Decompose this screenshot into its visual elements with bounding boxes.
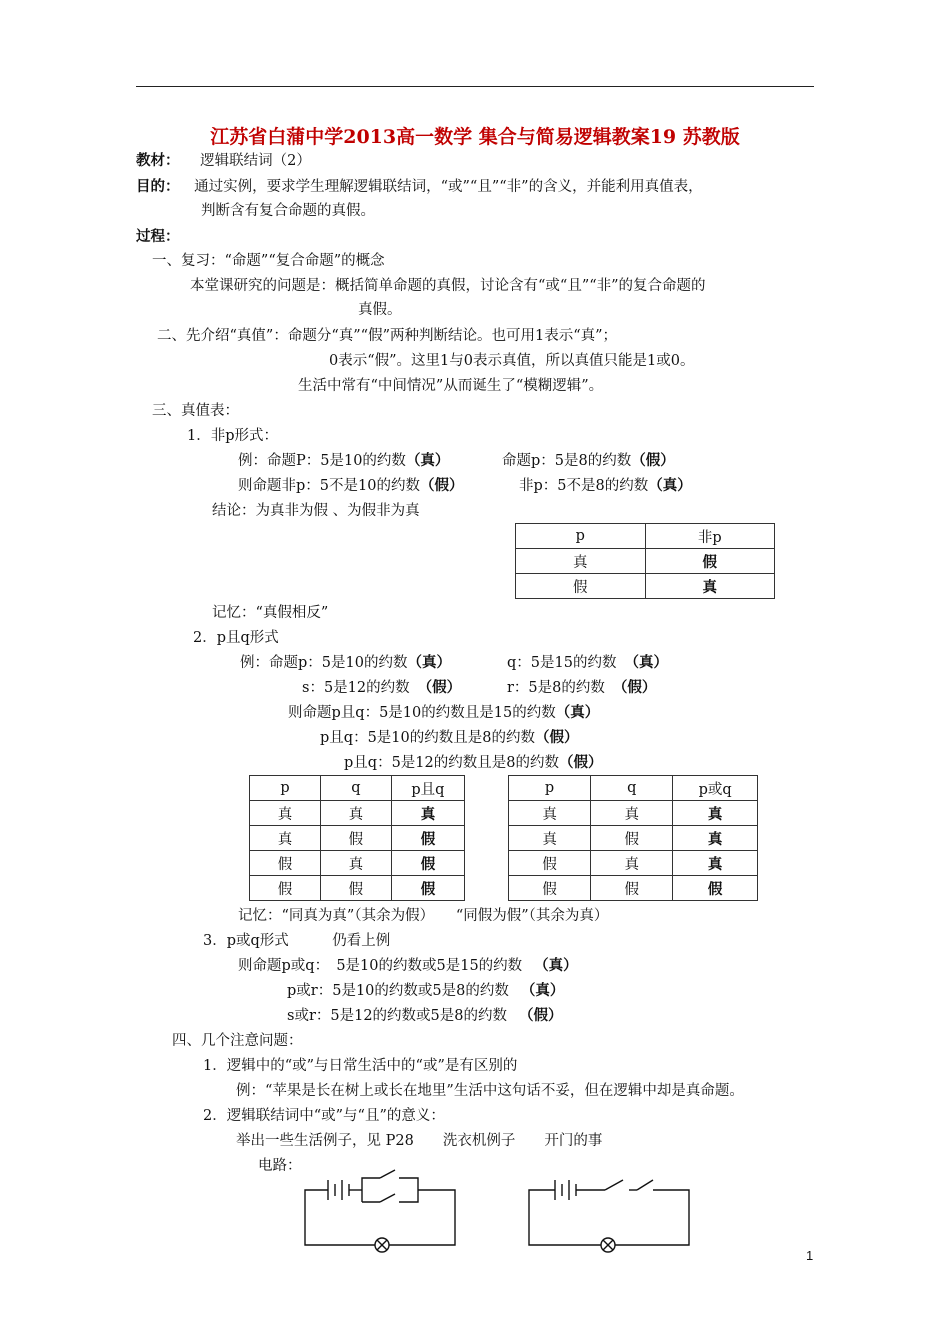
and-example-5: p且q：5是12的约数且是8的约数（假） [344, 754, 603, 771]
not-memo: 记忆：“真假相反” [212, 605, 329, 621]
table-row: p q p且q [250, 776, 465, 801]
section4-item2: 2．逻辑联结词中“或”与“且”的意义： [203, 1108, 445, 1124]
or-example-1: 则命题p或q： 5是10的约数或5是15的约数 （真） [238, 957, 578, 974]
table-row: p q p或q [509, 776, 758, 801]
goal-line-1: 通过实例，要求学生理解逻辑联结词，“或”“且”“非”的含义，并能利用真值表， [194, 179, 703, 195]
not-example-2a: 则命题非p：5不是10的约数（假） [238, 477, 464, 494]
table-row: 真 真 真 [250, 801, 465, 826]
table-row: 假 假 假 [250, 876, 465, 901]
page-number: 1 [806, 1248, 814, 1263]
goal-row [136, 177, 703, 197]
material-row [136, 151, 311, 171]
section3-heading: 三、真值表： [152, 403, 239, 419]
and-example-3: 则命题p且q：5是10的约数且是15的约数（真） [288, 704, 600, 721]
parallel-circuit-diagram [300, 1168, 462, 1260]
not-truth-table [515, 523, 775, 599]
section4-item1: 1．逻辑中的“或”与日常生活中的“或”是有区别的 [203, 1058, 518, 1074]
table-row: 假 真 真 [509, 851, 758, 876]
and-example-2a: s：5是12的约数 （假） [302, 679, 462, 696]
and-heading: 2．p且q形式 [193, 630, 279, 646]
table-row: 真 假 假 [250, 826, 465, 851]
not-example-1b: 命题p：5是8的约数（假） [502, 452, 675, 469]
and-example-4: p且q：5是10的约数且是8的约数（假） [320, 729, 579, 746]
or-truth-table [508, 775, 758, 901]
table-row: 假 真 假 [250, 851, 465, 876]
and-example-2b: r：5是8的约数 （假） [507, 679, 657, 696]
table-row: 假 假 假 [509, 876, 758, 901]
table-row: 真 假 [516, 549, 775, 574]
material-value: 逻辑联结词（2） [200, 153, 311, 169]
circuit-label: 电路： [258, 1158, 302, 1174]
goal-line-2: 判断含有复合命题的真假。 [201, 203, 375, 219]
not-example-2b: 非p：5不是8的约数（真） [519, 477, 692, 494]
page-title: 江苏省白蒲中学2013高一数学 集合与简易逻辑教案19 苏教版 [210, 126, 740, 148]
table-row: p 非p [516, 524, 775, 549]
process-label: 过程： [136, 228, 180, 245]
section4-heading: 四、几个注意问题： [172, 1033, 303, 1049]
table-row: 真 假 真 [509, 826, 758, 851]
and-or-memo: 记忆：“同真为真”（其余为假） “同假为假”（其余为真） [238, 908, 609, 924]
not-conclusion: 结论：为真非为假 、为假非为真 [212, 503, 420, 519]
or-heading: 3．p或q形式 仍看上例 [203, 933, 391, 949]
section4-item2-detail: 举出一些生活例子，见 P28 洗衣机例子 开门的事 [236, 1133, 603, 1149]
not-example-1a: 例：命题P：5是10的约数（真） [238, 452, 450, 469]
table-row: 假 真 [516, 574, 775, 599]
section1-line1: 本堂课研究的问题是：概括简单命题的真假，讨论含有“或“且”“非”的复合命题的 [190, 278, 706, 294]
section1-heading: 一、复习：“命题”“复合命题”的概念 [152, 253, 385, 269]
section2-line3: 生活中常有“中间情况”从而诞生了“模糊逻辑”。 [298, 378, 604, 394]
not-heading: 1．非p形式： [187, 428, 279, 444]
series-circuit-diagram [525, 1168, 695, 1260]
or-example-2: p或r：5是10的约数或5是8的约数 （真） [287, 982, 565, 999]
header-rule [136, 86, 814, 87]
goal-label: 目的： [136, 178, 180, 195]
or-example-3: s或r：5是12的约数或5是8的约数 （假） [287, 1007, 563, 1024]
section1-line2: 真假。 [358, 302, 402, 318]
section2-line2: 0表示“假”。这里1与0表示真值，所以真值只能是1或0。 [329, 353, 695, 369]
material-label: 教材： [136, 152, 180, 169]
and-truth-table [249, 775, 465, 901]
and-example-1a: 例：命题p：5是10的约数（真） [240, 654, 451, 671]
section2-line1: 二、先介绍“真值”：命题分“真”“假”两种判断结论。也可用1表示“真”； [157, 328, 618, 344]
section4-item1-example: 例：“苹果是长在树上或长在地里”生活中这句话不妥，但在逻辑中却是真命题。 [236, 1083, 744, 1099]
table-row: 真 真 真 [509, 801, 758, 826]
and-example-1b: q：5是15的约数 （真） [507, 654, 668, 671]
